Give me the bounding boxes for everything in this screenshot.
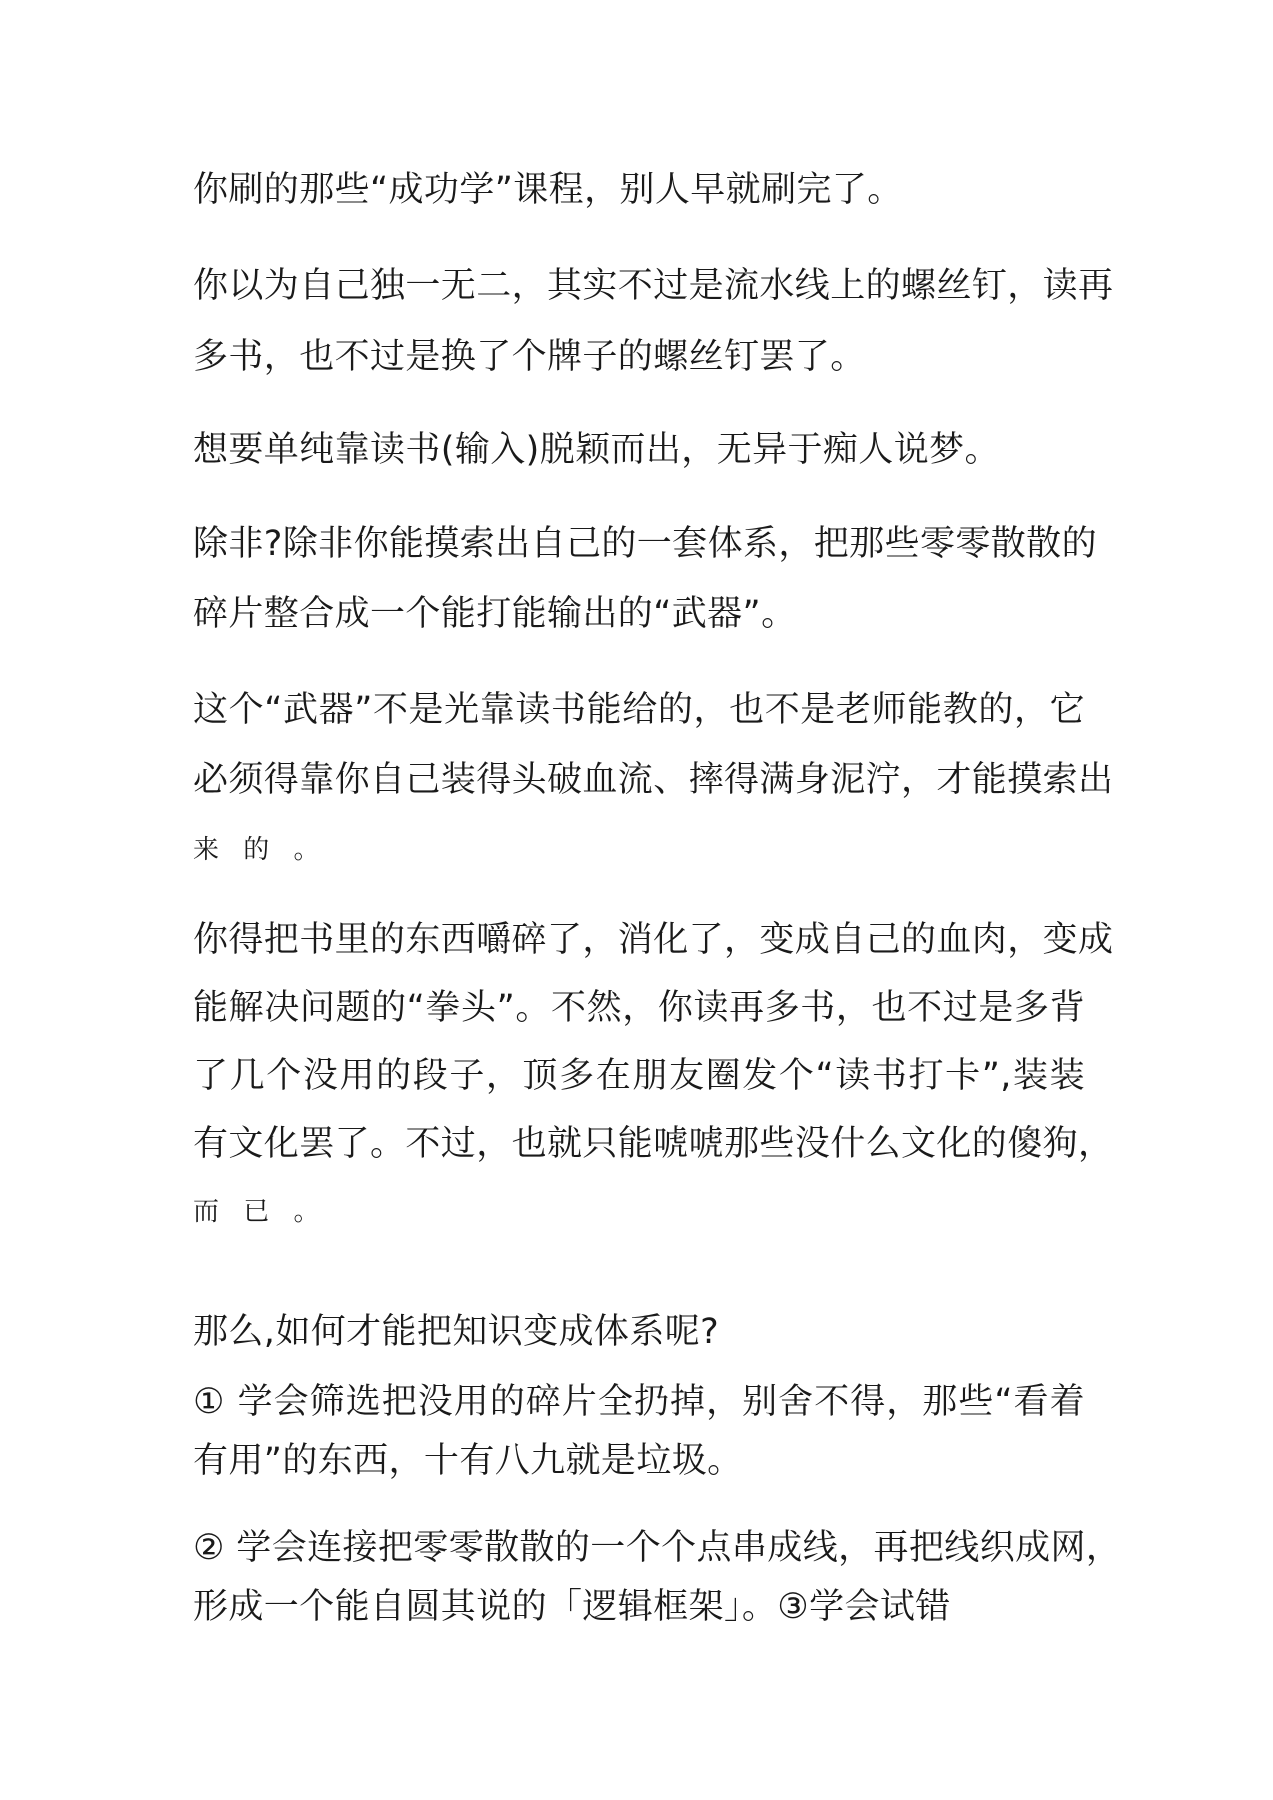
text-line: 了几个没用的段子，顶多在朋友圈发个“读书打卡”,装装 — [193, 1056, 1085, 1096]
text-line: 想要单纯靠读书(输入)脱颖而出，无异于痴人说梦。 — [193, 430, 1000, 470]
text-line: 能解决问题的“拳头”。不然，你读再多书，也不过是多背 — [193, 988, 1085, 1028]
text-line: 而 已 。 — [193, 1197, 328, 1227]
text-line: 多书，也不过是换了个牌子的螺丝钉罢了。 — [193, 337, 866, 377]
text-line: 形成一个能自圆其说的「逻辑框架」。③学会试错 — [193, 1587, 951, 1627]
text-line: 有用”的东西，十有八九就是垃圾。 — [193, 1441, 743, 1481]
text-line: 你以为自己独一无二，其实不过是流水线上的螺丝钉，读再 — [193, 266, 1114, 306]
text-line: 你得把书里的东西嚼碎了，消化了，变成自己的血肉，变成 — [193, 920, 1114, 960]
text-line: 有文化罢了。不过，也就只能唬唬那些没什么文化的傻狗， — [193, 1124, 1114, 1164]
text-line: 这个“武器”不是光靠读书能给的，也不是老师能教的，它 — [193, 690, 1085, 730]
text-line: 除非?除非你能摸索出自己的一套体系，把那些零零散散的 — [193, 524, 1097, 564]
text-line: 必须得靠你自己装得头破血流、摔得满身泥泞，才能摸索出 — [193, 760, 1114, 800]
text-line: 碎片整合成一个能打能输出的“武器”。 — [193, 594, 797, 634]
text-line: 那么,如何才能把知识变成体系呢? — [193, 1312, 720, 1352]
text-line: ② 学会连接把零零散散的一个个点串成线，再把线织成网， — [193, 1528, 1122, 1568]
text-line: 你刷的那些“成功学”课程，别人早就刷完了。 — [193, 170, 903, 210]
text-line: 来 的 。 — [193, 835, 328, 865]
text-line: ① 学会筛选把没用的碎片全扔掉，别舍不得，那些“看着 — [193, 1382, 1085, 1422]
